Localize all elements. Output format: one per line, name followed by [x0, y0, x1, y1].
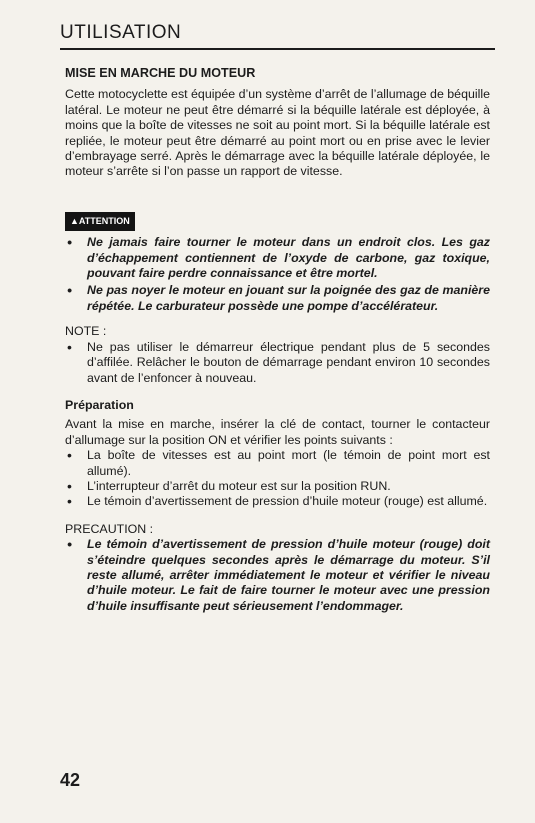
precaution-label: PRECAUTION : — [65, 521, 154, 536]
warning-item: • Ne jamais faire tourner le moteur dans un endroit clos. Les gaz d’échappement contiennent de l’oxyde de carbone, gaz toxique, pouvant faire perdre connaissance et être mortel. — [65, 235, 490, 281]
warning-list — [65, 235, 490, 314]
preparation-item: • La boîte de vitesses est au point mort (le témoin de point mort est allumé). — [65, 448, 490, 479]
preparation-title: Préparation — [65, 397, 134, 412]
warning-item: • Ne pas noyer le moteur en jouant sur la poignée des gaz de manière répétée. Le carburateur possède une pompe d’accélérateur. — [65, 283, 490, 314]
preparation-text: Avant la mise en marche, insérer la clé de contact, tourner le contacteur d’allumage sur la position ON et vérifier les points suivants : — [65, 417, 490, 447]
note-list — [65, 340, 490, 386]
warning-badge: ▲ATTENTION — [65, 212, 135, 231]
section-title: MISE EN MARCHE DU MOTEUR — [65, 66, 256, 80]
preparation-list — [65, 448, 490, 510]
note-label: NOTE : — [65, 324, 107, 339]
preparation-item: • Le témoin d’avertissement de pression d’huile moteur (rouge) est allumé. — [65, 494, 490, 509]
page-number: 42 — [60, 770, 81, 790]
page-header — [60, 22, 495, 50]
precaution-list — [65, 537, 490, 614]
section-intro: Cette motocyclette est équipée d’un système d’arrêt de l’allumage de béquille latéral. Le moteur ne peut être démarré si la béquille latérale est déployée, à moins que la boîte de vitesses ne soit au point mort. Si la béquille latérale est repliée, le moteur peut être démarré au point mort ou en prise avec le levier d’embrayage serré. Après le démarrage avec la béquille latérale déployée, le moteur s’arrête si l’on passe un rapport de vitesse. — [65, 87, 490, 179]
note-item: • Ne pas utiliser le démarreur électrique pendant plus de 5 secondes d’affilée. Relâcher le bouton de démarrage pendant environ 10 secondes avant de l’enfoncer à nouveau. — [65, 340, 490, 386]
page-content — [65, 66, 490, 614]
preparation-item: • L’interrupteur d’arrêt du moteur est sur la position RUN. — [65, 479, 490, 494]
page-title: UTILISATION — [60, 22, 182, 43]
precaution-item: • Le témoin d’avertissement de pression d’huile moteur (rouge) doit s’éteindre quelques secondes après le démarrage du moteur. S’il reste allumé, arrêter immédiatement le moteur et vérifier le niveau d’huile moteur. Le fait de faire tourner le moteur avec une pression d’huile insuffisante peut sérieusement l’endommager. — [65, 537, 490, 614]
